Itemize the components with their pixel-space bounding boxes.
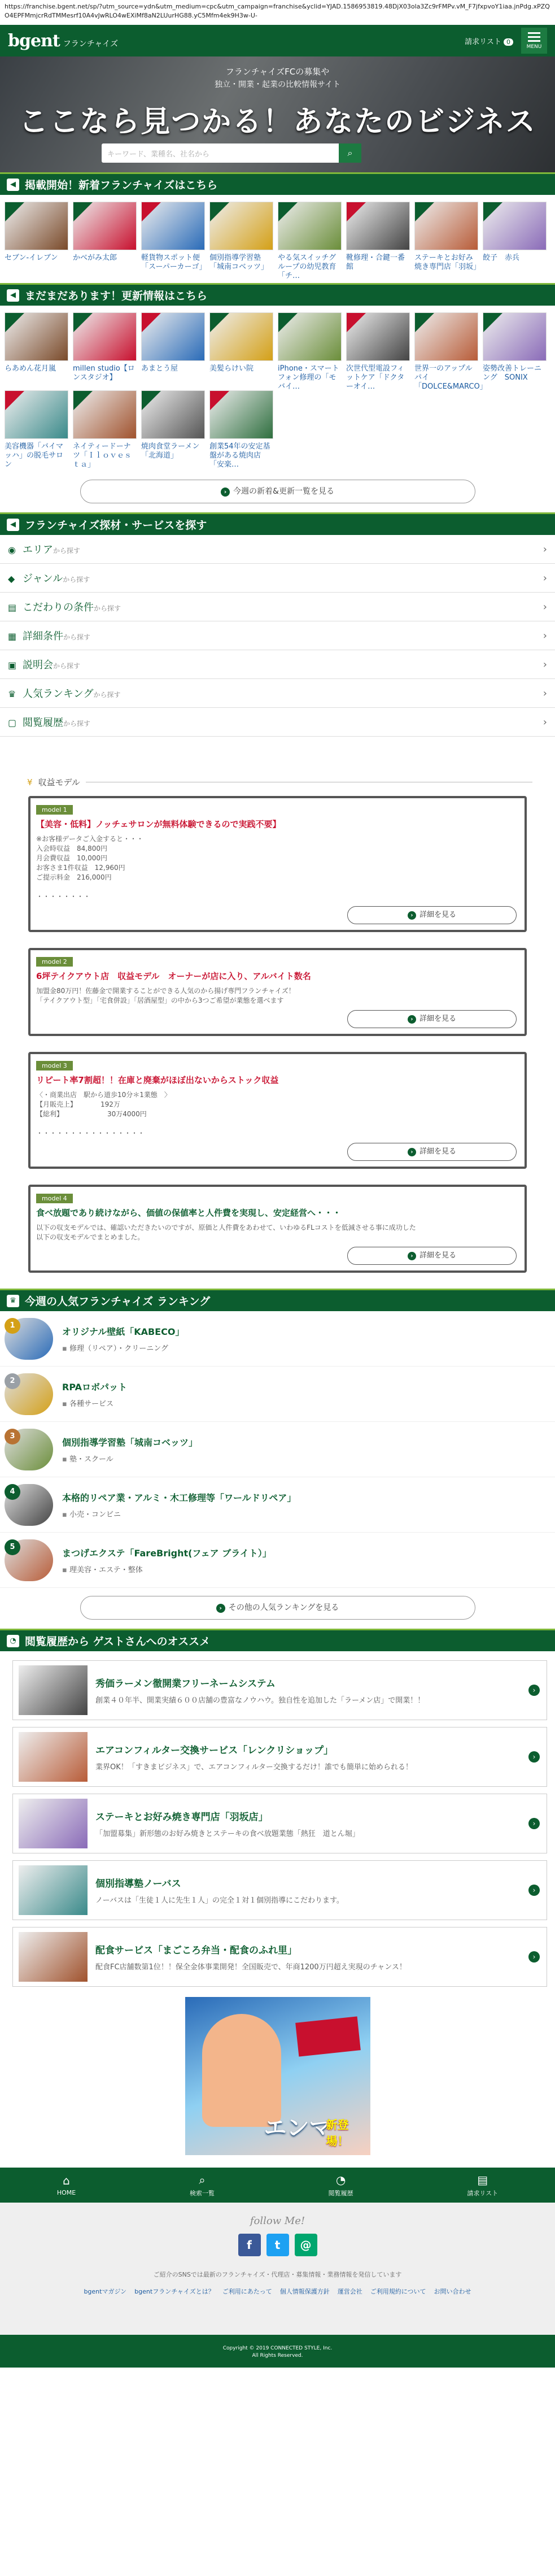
franchise-name: 美容機器「バイマッハ」の脱毛サロン: [5, 442, 64, 469]
nav-icon: ▦: [8, 631, 17, 642]
franchise-card[interactable]: [209, 312, 273, 384]
site-logo[interactable]: [8, 31, 118, 51]
crown-icon: ♛: [7, 1295, 19, 1307]
history-icon: ◔: [7, 1635, 19, 1647]
model-badge: model 1: [36, 805, 73, 815]
ranking-thumbnail: [5, 1318, 53, 1360]
history-desc: 「加盟募集」新形態のお好み焼きとステーキの食べ放題業態「熱狂 道とん堀」: [95, 1830, 360, 1838]
arrow-right-icon: ›: [221, 488, 230, 497]
bottom-nav-label: 閲覧履歴: [328, 2189, 353, 2197]
franchise-card[interactable]: [5, 390, 68, 469]
search-nav-item[interactable]: [0, 564, 555, 593]
chevron-right-icon: ›: [543, 716, 547, 728]
yen-icon: ¥: [27, 777, 33, 787]
franchise-thumbnail: [141, 312, 205, 361]
franchise-card[interactable]: [5, 202, 68, 273]
ranking-more-button[interactable]: [80, 1596, 475, 1620]
franchise-thumbnail: [73, 390, 137, 439]
model-body: 加盟金80万円！佐藤金で開業することができる人気のから揚げ専門フランチャイズ！ 「テイクアウト型」「宅食併設」「居酒屋型」の中から3つご希望が業態を選べます: [36, 987, 295, 1004]
new-tag-icon: [142, 313, 161, 332]
new-tag-icon: [210, 202, 229, 221]
franchise-thumbnail: [414, 312, 478, 361]
section-ranking: [0, 1289, 555, 1311]
arrow-right-icon: ›: [408, 1015, 416, 1024]
history-desc: 配食FC店舗数第1位！！保全金体事業開発！全国販売で、年商1200万円超え実現のチャンス！: [95, 1963, 407, 1972]
bottom-nav-item[interactable]: [57, 2174, 76, 2196]
nav-sub: から探す: [63, 633, 91, 641]
history-desc: ノーバスは「生徒１人に先生１人」の完全１対１個別指導にこだわります。: [95, 1896, 344, 1905]
section-title: 掲載開始！新着フランチャイズはこちら: [25, 179, 218, 192]
hamburger-icon: [528, 40, 540, 42]
history-item[interactable]: [12, 1660, 547, 1720]
nav-label: 説明会: [23, 659, 53, 671]
nav-icon: ▣: [8, 660, 17, 671]
franchise-card[interactable]: [141, 390, 205, 462]
rank-medal-icon: 1: [5, 1318, 20, 1334]
franchise-card[interactable]: [346, 202, 410, 273]
model-title-text: 収益モデル: [38, 777, 80, 787]
franchise-name: あまとう屋: [141, 364, 178, 373]
rank-medal-icon: 2: [5, 1373, 20, 1389]
arrow-right-icon: ›: [216, 1604, 225, 1613]
franchise-card[interactable]: [209, 202, 273, 273]
nav-label: こだわりの条件: [23, 602, 94, 613]
banner-logo: [295, 2016, 361, 2056]
new-tag-icon: [142, 391, 161, 410]
ranking-category: 理美容・エステ・整体: [69, 1565, 143, 1574]
chevron-right-icon: ›: [543, 572, 547, 584]
banner-subtitle: 新登場！: [326, 2118, 349, 2148]
section-search: [0, 512, 555, 535]
franchise-name: らあめん花月嵐: [5, 364, 56, 373]
franchise-thumbnail: [278, 202, 342, 250]
new-tag-icon: [73, 313, 93, 332]
franchise-card[interactable]: [346, 312, 410, 391]
rank-medal-icon: 5: [5, 1539, 20, 1555]
follow-label: follow Me!: [250, 2215, 305, 2227]
history-thumbnail: [19, 1799, 88, 1848]
ranking-name: RPAロボパット: [62, 1381, 127, 1393]
ranking-item[interactable]: [0, 1533, 555, 1588]
hero-banner: [0, 56, 555, 172]
hero-headline: ここなら見つかる！あなたのビジネス: [19, 105, 536, 139]
arrow-right-icon: ›: [408, 911, 416, 920]
chevron-right-icon: ›: [543, 687, 547, 699]
menu-label: MENU: [526, 43, 542, 50]
franchise-card[interactable]: [73, 312, 137, 384]
updates-grid: [0, 306, 555, 472]
section-new-listings: [0, 172, 555, 195]
history-name: 配食サービス「まごころ弁当・配食のふれ里」: [95, 1945, 297, 1956]
search-input[interactable]: キーワード、業種名、社名から: [102, 143, 350, 163]
franchise-card[interactable]: [278, 202, 342, 280]
history-name: ステーキとお好み焼き専門店「羽坂店」: [95, 1812, 268, 1823]
section-title: 閲覧履歴から ゲストさんへのオススメ: [25, 1635, 211, 1648]
nav-icon: ◆: [8, 573, 15, 584]
nav-label: 閲覧履歴: [23, 717, 63, 729]
section-updates: [0, 283, 555, 306]
franchise-card[interactable]: [483, 202, 547, 273]
ad-banner[interactable]: [185, 1997, 370, 2155]
ranking-thumbnail: [5, 1539, 53, 1581]
nav-icon: ⌕: [199, 2173, 206, 2187]
ranking-item[interactable]: [0, 1367, 555, 1422]
ranking-item[interactable]: [0, 1311, 555, 1367]
franchise-name: 個別指導学習塾「城南コベッツ」: [209, 254, 269, 271]
history-thumbnail: [19, 1732, 88, 1782]
franchise-thumbnail: [73, 202, 137, 250]
ranking-list: [0, 1311, 555, 1588]
footer: [0, 2203, 555, 2335]
new-tag-icon: [210, 391, 229, 410]
nav-label: 人気ランキング: [23, 688, 94, 700]
ranking-name: 本格的リペア業・アルミ・木工修理等「ワールドリペア」: [62, 1492, 296, 1503]
franchise-thumbnail: [141, 202, 205, 250]
chevron-right-icon: ›: [543, 543, 547, 555]
browser-url[interactable]: https://franchise.bgent.net/sp/?utm_source=ydn&utm_medium=cpc&utm_campaign=franchise&yclid=YJAD.1586953819.48DjX03ola3Zc9rFMPv.vM_F7jfxpvoY1iaa.jnPdg.xPZQO4EPFMmjcrRdTMMesrf10A4vJwRLO4wEXiMf8aN2LUurHG88.yC5Mfm4ek9H3w-U-: [0, 0, 555, 25]
nav-icon: ▤: [8, 602, 17, 613]
request-list-link[interactable]: [465, 36, 513, 46]
ranking-name: 個別指導学習塾「城南コベッツ」: [62, 1437, 198, 1448]
history-list: [0, 1651, 555, 1987]
details-label: 詳細を見る: [419, 1251, 456, 1260]
franchise-thumbnail: [346, 202, 410, 250]
history-name: 個別指導塾ノーバス: [95, 1878, 181, 1890]
new-tag-icon: [483, 313, 502, 332]
footer-link[interactable]: 個人情報保護方針: [279, 2288, 330, 2295]
franchise-name: 世界一のアップルパイ「DOLCE&MARCO」: [414, 364, 487, 391]
megaphone-icon: ◀: [7, 289, 19, 302]
ranking-name: まつげエクステ「FareBright(フェア ブライト）」: [62, 1547, 272, 1559]
franchise-name: 姿勢改善トレーニング SONIX: [483, 364, 542, 382]
bottom-nav-item[interactable]: [467, 2173, 498, 2198]
new-tag-icon: [347, 202, 366, 221]
model-card: [28, 948, 527, 1036]
request-list-label: 請求リスト: [465, 37, 501, 46]
franchise-name: iPhone・スマートフォン修理の「モバイ…: [278, 364, 339, 391]
rights-text: All Rights Reserved.: [252, 2353, 303, 2359]
request-list-count: 0: [504, 38, 513, 46]
franchise-thumbnail: [141, 390, 205, 439]
footer-links: [0, 2287, 555, 2296]
search-nav-item[interactable]: [0, 650, 555, 679]
history-item[interactable]: [12, 1727, 547, 1787]
nav-icon: ▤: [477, 2173, 488, 2187]
new-tag-icon: [483, 202, 502, 221]
new-tag-icon: [73, 202, 93, 221]
footer-link[interactable]: bgentマガジン: [84, 2288, 127, 2295]
nav-sub: から探す: [63, 576, 90, 584]
nav-label: 詳細条件: [23, 630, 63, 642]
nav-sub: から探す: [53, 547, 81, 555]
franchise-card[interactable]: [5, 312, 68, 384]
nav-sub: から探す: [94, 604, 121, 612]
franchise-name: やる気スイッチグループの幼児教育「チ…: [278, 254, 337, 280]
franchise-thumbnail: [5, 312, 68, 361]
chevron-right-icon: ›: [528, 1885, 540, 1896]
email-icon[interactable]: @: [295, 2234, 317, 2256]
chevron-right-icon: ›: [528, 1951, 540, 1963]
new-tag-icon: [278, 202, 298, 221]
chevron-right-icon: ›: [528, 1818, 540, 1829]
folder-icon: ▪: [62, 1565, 69, 1574]
ranking-category: 各種サービス: [69, 1399, 113, 1408]
ranking-thumbnail: [5, 1373, 53, 1415]
franchise-thumbnail: [5, 202, 68, 250]
search-button[interactable]: [339, 143, 361, 163]
nav-icon: ▢: [8, 717, 17, 728]
nav-label: エリア: [23, 544, 53, 556]
nav-label: ジャンル: [23, 573, 63, 585]
folder-icon: ▪: [62, 1399, 69, 1408]
menu-button[interactable]: [521, 28, 547, 54]
chevron-right-icon: ›: [543, 658, 547, 671]
ranking-thumbnail: [5, 1429, 53, 1470]
new-tag-icon: [73, 391, 93, 410]
twitter-icon[interactable]: t: [266, 2234, 289, 2256]
search-nav-item[interactable]: [0, 535, 555, 564]
hamburger-icon: [528, 36, 540, 38]
search-icon: ⌕: [347, 147, 353, 158]
details-label: 詳細を見る: [419, 911, 456, 919]
ranking-thumbnail: [5, 1484, 53, 1526]
logo-main: bgent: [8, 31, 60, 51]
details-button[interactable]: [347, 1247, 517, 1265]
search-nav-item[interactable]: [0, 708, 555, 737]
history-desc: 創業４０年半、開業実績６００店舗の豊富なノウハウ。独自性を追加した「ラーメン店」で開業！！: [95, 1696, 425, 1705]
model-body: 〈・商業出店 駅から道歩10分＊1業態 〉 【月販売上】 192万 【総利】 30万4000円 ・・・・・・・・・・・・・・・・: [36, 1091, 171, 1137]
history-desc: 業界OK！「すきまビジネス」で、エアコンフィルター交換するだけ！誰でも簡単に始められる！: [95, 1763, 413, 1772]
nav-icon: ◔: [335, 2173, 346, 2187]
model-body: 以下の収支モデルでは、確認いただきたいのですが、原価と人件費をあわせて、いわゆるFLコストを低減させる事に成功した 以下の収支モデルでまとめました。: [36, 1224, 416, 1241]
franchise-thumbnail: [483, 312, 547, 361]
footer-link[interactable]: ご利用にあたって: [222, 2288, 272, 2295]
franchise-thumbnail: [483, 202, 547, 250]
franchise-card[interactable]: [414, 312, 487, 391]
franchise-name: millen studio【ロンスタジオ】: [73, 364, 135, 382]
facebook-icon[interactable]: f: [238, 2234, 261, 2256]
footer-description: ご紹介のSNSでは最新のフランチャイズ・代理店・募集情報・業務情報を発信しています: [153, 2271, 402, 2278]
history-thumbnail: [19, 1665, 88, 1715]
nav-icon: ⌂: [63, 2174, 70, 2187]
megaphone-icon: ◀: [7, 179, 19, 191]
franchise-card[interactable]: [414, 202, 481, 273]
franchise-card[interactable]: [73, 202, 137, 273]
folder-icon: ▪: [62, 1344, 69, 1353]
model-badge: model 3: [36, 1061, 73, 1071]
new-tag-icon: [5, 313, 24, 332]
new-tag-icon: [5, 391, 24, 410]
history-item[interactable]: [12, 1927, 547, 1987]
hero-line1: フランチャイズFCの募集や: [225, 67, 330, 77]
model-badge: model 4: [36, 1194, 73, 1203]
franchise-thumbnail: [73, 312, 137, 361]
details-label: 詳細を見る: [419, 1015, 456, 1023]
hamburger-icon: [528, 32, 540, 34]
ranking-item[interactable]: [0, 1477, 555, 1533]
model-card: [28, 796, 527, 932]
nav-icon: ◉: [8, 545, 16, 555]
footer-link[interactable]: bgentフランチャイズとは？: [134, 2288, 215, 2295]
model-body: ※お客様データご入金すると・・・ 入会時収益 84,800円 月会費収益 10,000円 お客さま1件収益 12,960円 ご提示料金 216,000円 ・・・・・・・・: [36, 835, 144, 900]
franchise-thumbnail: [346, 312, 410, 361]
nav-sub: から探す: [93, 691, 121, 699]
footer-link[interactable]: 運営会社: [337, 2288, 362, 2295]
bottom-nav-item[interactable]: [329, 2173, 353, 2198]
bottom-nav-label: HOME: [56, 2189, 76, 2196]
franchise-thumbnail: [209, 390, 273, 439]
model-card: [28, 1185, 527, 1273]
rank-medal-icon: 3: [5, 1429, 20, 1444]
franchise-thumbnail: [209, 202, 273, 250]
updates-more-button[interactable]: [80, 480, 475, 503]
franchise-name: 軽貨物スポット便「スーパーカーゴ」: [141, 254, 207, 271]
franchise-card[interactable]: [278, 312, 342, 391]
section-title: 今週の人気フランチャイズ ランキング: [25, 1295, 211, 1308]
new-tag-icon: [210, 313, 229, 332]
model-section-title: [27, 776, 555, 788]
details-label: 詳細を見る: [419, 1147, 456, 1156]
bottom-nav-label: 請求リスト: [467, 2189, 499, 2197]
nav-icon: ♛: [8, 689, 16, 699]
model-list: [0, 796, 555, 1273]
franchise-thumbnail: [414, 202, 478, 250]
site-header: [0, 25, 555, 56]
franchise-name: 創業54年の安定基盤がある焼肉店「安楽…: [209, 442, 270, 469]
more-label: その他の人気ランキングを見る: [228, 1603, 339, 1612]
new-tag-icon: [142, 202, 161, 221]
ranking-category: 修理（リペア）・クリーニング: [69, 1344, 168, 1353]
model-title: 【美容・低料】ノッチェサロンが無料体験できるので実践不要】: [36, 819, 281, 829]
folder-icon: ▪: [62, 1510, 69, 1519]
model-title: 6坪テイクアウト店 収益モデル オーナーが店に入り、アルバイト数名: [36, 971, 311, 981]
logo-sub: フランチャイズ: [63, 39, 119, 49]
model-title: リピート率7割超！！在庫と廃棄がほぼ出ないからストック収益: [36, 1075, 279, 1085]
search-nav-item[interactable]: [0, 621, 555, 650]
history-name: エアコンフィルター交換サービス「レンクリショップ」: [95, 1745, 334, 1756]
copyright: [0, 2335, 555, 2368]
new-tag-icon: [415, 313, 434, 332]
model-badge: model 2: [36, 957, 73, 967]
franchise-name: ネイティードーナツ「Ｉｌｏｖｅｓｔａ」: [73, 442, 132, 469]
bottom-nav: [0, 2168, 555, 2203]
franchise-card[interactable]: [141, 312, 205, 384]
ranking-category: 塾・スクール: [69, 1455, 113, 1464]
search-nav-item[interactable]: [0, 679, 555, 708]
rank-medal-icon: 4: [5, 1484, 20, 1500]
arrow-right-icon: ›: [408, 1148, 416, 1156]
franchise-name: 焼肉食堂ラーメン「北海道」: [141, 442, 200, 460]
ranking-name: オリジナル壁紙「KABECO」: [62, 1326, 185, 1337]
franchise-name: ステーキとお好み焼き専門店「羽坂」: [414, 254, 481, 271]
franchise-name: セブン-イレブン: [5, 254, 58, 262]
ranking-item[interactable]: [0, 1422, 555, 1477]
franchise-name: かべがみ太郎: [73, 254, 117, 262]
history-thumbnail: [19, 1865, 88, 1915]
franchise-thumbnail: [209, 312, 273, 361]
franchise-thumbnail: [5, 390, 68, 439]
franchise-card[interactable]: [73, 390, 137, 469]
chevron-right-icon: ›: [543, 601, 547, 613]
franchise-card[interactable]: [483, 312, 547, 384]
copyright-text: Copyright © 2019 CONNECTED STYLE, Inc.: [222, 2346, 333, 2351]
chevron-right-icon: ›: [528, 1751, 540, 1763]
more-label: 今週の新着&更新一覧を見る: [233, 487, 334, 496]
history-item[interactable]: [12, 1860, 547, 1920]
new-listings-grid: [0, 195, 555, 283]
footer-link[interactable]: お問い合わせ: [434, 2288, 471, 2295]
history-item[interactable]: [12, 1794, 547, 1853]
model-title: 食べ放題であり続けながら、価値の保値率と人件費を実現し、安定経営へ・・・: [36, 1208, 342, 1218]
new-tag-icon: [347, 313, 366, 332]
chevron-right-icon: ›: [528, 1685, 540, 1696]
details-button[interactable]: [347, 906, 517, 924]
nav-sub: から探す: [63, 720, 91, 728]
franchise-card[interactable]: [141, 202, 205, 273]
details-button[interactable]: [347, 1143, 517, 1161]
franchise-name: 美髪らけい院: [209, 364, 254, 373]
details-button[interactable]: [347, 1010, 517, 1028]
model-card: [28, 1052, 527, 1169]
ranking-category: 小売・コンビニ: [69, 1510, 121, 1519]
arrow-right-icon: ›: [408, 1252, 416, 1260]
banner-title: エンマ: [264, 2115, 332, 2141]
bottom-nav-label: 検索一覧: [189, 2189, 215, 2197]
hero-line2: 独立・開業・起業の比較情報サイト: [214, 80, 341, 89]
search-nav-item[interactable]: [0, 593, 555, 621]
franchise-thumbnail: [278, 312, 342, 361]
folder-icon: ▪: [62, 1455, 69, 1464]
franchise-name: 次世代型電設フィットケア「ドクターオイ…: [346, 364, 405, 391]
new-tag-icon: [278, 313, 298, 332]
megaphone-icon: ◀: [7, 519, 19, 531]
search-nav-list: [0, 535, 555, 737]
footer-link[interactable]: ご利用規約について: [370, 2288, 426, 2295]
bottom-nav-item[interactable]: [190, 2173, 215, 2198]
new-tag-icon: [5, 202, 24, 221]
franchise-card[interactable]: [209, 390, 273, 469]
history-name: 秀価ラーメン徹開業フリーネームシステム: [95, 1678, 276, 1690]
franchise-name: 餃子 赤兵: [483, 254, 520, 262]
nav-sub: から探す: [53, 662, 81, 670]
chevron-right-icon: ›: [543, 629, 547, 642]
section-history: [0, 1629, 555, 1651]
history-thumbnail: [19, 1932, 88, 1982]
franchise-name: 靴修理・合鍵一番館: [346, 254, 405, 271]
new-tag-icon: [415, 202, 434, 221]
section-title: まだまだあります！更新情報はこちら: [25, 290, 208, 302]
section-title: フランチャイズ探材・サービスを探す: [25, 519, 207, 532]
